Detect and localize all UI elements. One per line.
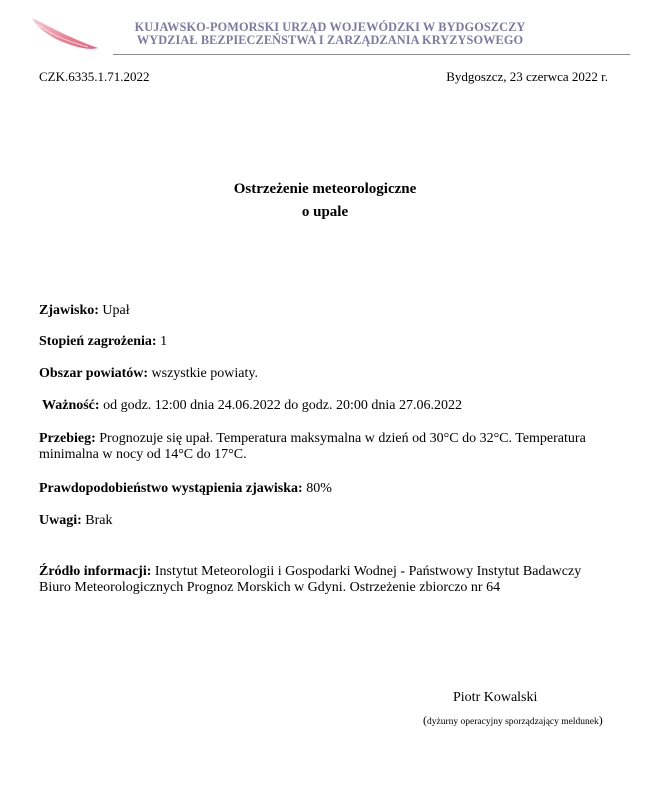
field-value: Brak — [85, 513, 113, 528]
field-value: 80% — [306, 481, 332, 496]
role-paren-close: ) — [598, 713, 603, 727]
field-value: Prognozuje się upał. Temperatura maksymalna w dzień od 30°C do 32°C. Temperatura minimalna w nocy od 14°C do 17°C. — [39, 431, 586, 462]
field-value: Upał — [102, 303, 130, 318]
role-paren-open: ( — [423, 713, 427, 727]
signer-role — [423, 713, 603, 728]
role-text: dyżurny operacyjny sporządzający meldunek — [427, 717, 599, 727]
field-value: 1 — [160, 334, 168, 349]
field-label: Źródło informacji: — [39, 564, 152, 579]
field-value: Instytut Meteorologii i Gospodarki Wodnej - Państwowy Instytut Badawczy Biuro Meteorologicznych Prognoz Morskich w Gdyni. Ostrzeżenie zbiorczo nr 64 — [39, 564, 582, 595]
header-divider — [113, 54, 630, 55]
document-title — [0, 178, 650, 224]
field-label: Obszar powiatów: — [39, 366, 149, 381]
field-value: od godz. 12:00 dnia 24.06.2022 do godz. 20:00 dnia 27.06.2022 — [103, 398, 462, 413]
reference-number: CZK.6335.1.71.2022 — [39, 69, 150, 84]
field-label: Zjawisko: — [39, 303, 99, 318]
field-course — [39, 431, 614, 463]
signer-name: Piotr Kowalski — [453, 690, 538, 705]
department-name: WYDZIAŁ BEZPIECZEŃSTWA I ZARZĄDZANIA KRYZYSOWEGO — [136, 33, 524, 47]
field-source — [39, 564, 614, 596]
field-area — [39, 366, 614, 382]
field-validity — [42, 398, 617, 414]
field-label: Prawdopodobieństwo wystąpienia zjawiska: — [39, 481, 303, 496]
office-logo — [28, 14, 104, 54]
place-date: Bydgoszcz, 23 czerwca 2022 r. — [446, 69, 608, 84]
field-notes — [39, 513, 614, 529]
field-value: wszystkie powiaty. — [151, 366, 258, 381]
field-label: Stopień zagrożenia: — [39, 334, 157, 349]
field-label: Przebieg: — [39, 431, 96, 446]
field-label: Ważność: — [42, 398, 100, 413]
field-phenomenon — [39, 303, 614, 319]
office-name: KUJAWSKO-POMORSKI URZĄD WOJEWÓDZKI W BYDGOSZCZY — [134, 20, 526, 34]
field-threat-level — [39, 334, 614, 350]
title-line-1: Ostrzeżenie meteorologiczne — [233, 181, 417, 197]
title-line-2: o upale — [301, 204, 349, 220]
field-probability — [39, 481, 614, 497]
field-label: Uwagi: — [39, 513, 82, 528]
office-header — [120, 21, 540, 47]
